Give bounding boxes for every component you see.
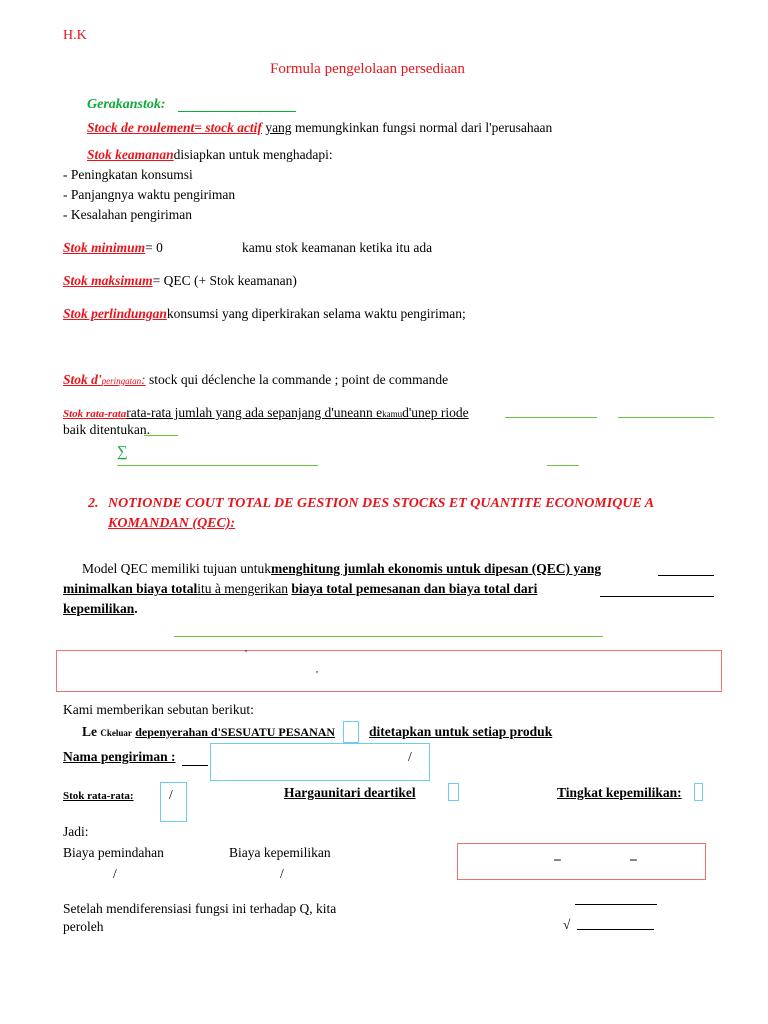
qec-para-bold4: kepemilikan <box>63 601 135 616</box>
formula-underline <box>547 465 579 466</box>
stok-rata-term: Stok rata-rata <box>63 408 127 420</box>
stok-rata-label: Stok rata-rata: <box>63 790 134 802</box>
stok-minimum-value: = 0 <box>145 240 163 255</box>
stok-maksimum-line <box>63 273 297 289</box>
stok-peringatan-desc: stock qui déclenche la commande ; point de commande <box>149 372 449 387</box>
stok-minimum-line <box>63 240 163 256</box>
qec-para-bold3: biaya total pemesanan dan biaya total dari <box>291 581 538 596</box>
formula-underline <box>618 417 714 418</box>
stock-roulement-line <box>87 120 552 136</box>
stock-roulement-yang: yang <box>265 120 292 135</box>
gerakan-label: Gerakanstok: <box>87 97 166 112</box>
author-initials: H.K <box>63 28 87 43</box>
stok-rata-desc-3: baik ditentukan. <box>63 422 150 437</box>
qec-para-line1 <box>82 561 601 577</box>
formula-placeholder-box <box>343 721 359 743</box>
formula-mark: ' <box>316 669 318 681</box>
stok-peringatan-line <box>63 372 448 388</box>
stok-maksimum-desc: = QEC (+ Stok keamanan) <box>152 273 297 288</box>
bullet-item: - Peningkatan konsumsi <box>63 167 193 182</box>
stock-roulement-desc: memungkinkan fungsi normal dari l'perusahaan <box>294 120 553 135</box>
formula-underline <box>505 417 597 418</box>
formula-underline <box>174 636 603 637</box>
slash-mark: / <box>280 866 284 881</box>
notation-ckeluar: Ckeluar <box>100 728 132 738</box>
setelah-line1: Setelah mendiferensiasi fungsi ini terhadap Q, kita <box>63 901 337 916</box>
fraction-bar <box>575 904 657 905</box>
stok-perlindungan-desc: konsumsi yang diperkirakan selama waktu pengiriman; <box>166 306 466 321</box>
section-number: 2. <box>88 496 99 511</box>
sqrt-symbol: √ <box>563 917 571 932</box>
qec-para-mid: itu à mengerikan <box>197 581 288 596</box>
stok-minimum-term: Stok minimum <box>63 240 146 255</box>
formula-placeholder-box <box>210 743 430 781</box>
stok-peringatan-term: Stok d' <box>63 372 102 387</box>
stok-keamanan-term: Stok keamanan <box>87 147 174 162</box>
harga-unitari-label: Hargaunitari deartikel <box>284 785 416 800</box>
bullet-item: - Kesalahan pengiriman <box>63 207 192 222</box>
stok-minimum-desc: kamu stok keamanan ketika itu ada <box>242 240 433 255</box>
bullet-item: - Panjangnya waktu pengiriman <box>63 187 236 202</box>
stok-peringatan-sub: peringatan <box>101 376 142 386</box>
formula-box <box>457 843 706 880</box>
formula-underline <box>144 435 178 436</box>
qec-para-line3 <box>63 601 138 617</box>
formula-placeholder-box <box>448 783 459 801</box>
biaya-pemindahan-label: Biaya pemindahan <box>63 845 164 860</box>
qec-para-end: . <box>134 601 138 616</box>
stok-perlindungan-term: Stok perlindungan <box>63 306 167 321</box>
notation-depenyerahan: depenyerahan d'SESUATU PESANAN <box>135 725 336 739</box>
qec-para-bold1: menghitung jumlah ekonomis untuk dipesan (QEC) yang <box>271 561 602 576</box>
setelah-line2: peroleh <box>63 919 104 934</box>
page-title: Formula pengelolaan persediaan <box>270 61 465 77</box>
dash-mark: – <box>630 851 637 866</box>
tingkat-kepemilikan-label: Tingkat kepemilikan: <box>557 785 682 800</box>
stok-perlindungan-line <box>63 306 466 322</box>
stok-rata-desc-2: d'unep riode <box>402 405 469 420</box>
stok-maksimum-term: Stok maksimum <box>63 273 153 288</box>
qec-para-line2 <box>63 581 537 597</box>
slash-mark: / <box>169 787 173 802</box>
stok-keamanan-desc: disiapkan untuk menghadapi: <box>173 147 333 162</box>
notation-ditetapkan: ditetapkan untuk setiap produk <box>369 724 553 739</box>
notation-ckeluar-line <box>82 724 335 740</box>
stok-rata-desc-1: rata-rata jumlah yang ada sepanjang d'uneann e <box>126 405 383 420</box>
sigma-symbol: ∑ <box>117 444 128 460</box>
stok-rata-line <box>63 405 469 421</box>
formula-mark: ' <box>245 648 247 660</box>
section-heading-line1: NOTIONDE COUT TOTAL DE GESTION DES STOCKS ET QUANTITE ECONOMIQUE A <box>108 496 655 511</box>
jadi-label: Jadi: <box>63 824 89 839</box>
biaya-kepemilikan-label: Biaya kepemilikan <box>229 845 331 860</box>
formula-placeholder-box <box>160 782 187 822</box>
qec-para-bold2: minimalkan biaya total <box>63 581 198 596</box>
stok-keamanan-line <box>87 147 333 163</box>
slash-mark: / <box>408 749 412 764</box>
fill-line <box>182 765 208 766</box>
para-fill-line <box>600 596 714 597</box>
notation-le: Le <box>82 724 97 739</box>
nama-pengiriman-label: Nama pengiriman : <box>63 749 176 764</box>
stok-peringatan-colon: : <box>141 372 146 387</box>
slash-mark: / <box>113 866 117 881</box>
section-heading-line2: KOMANDAN (QEC): <box>108 516 236 531</box>
para-fill-line <box>658 575 714 576</box>
formula-box <box>56 650 722 692</box>
formula-placeholder-box <box>694 783 703 801</box>
dash-mark: – <box>554 851 561 866</box>
formula-underline <box>117 465 318 466</box>
gerakan-underline <box>178 111 296 112</box>
qec-para-intro: Model QEC memiliki tujuan untuk <box>82 561 271 576</box>
stock-roulement-term: Stock de roulement= stock actif <box>87 120 262 135</box>
notation-intro: Kami memberikan sebutan berikut: <box>63 702 254 717</box>
stok-rata-sub: kamu <box>382 409 403 419</box>
sqrt-bar <box>577 929 654 930</box>
